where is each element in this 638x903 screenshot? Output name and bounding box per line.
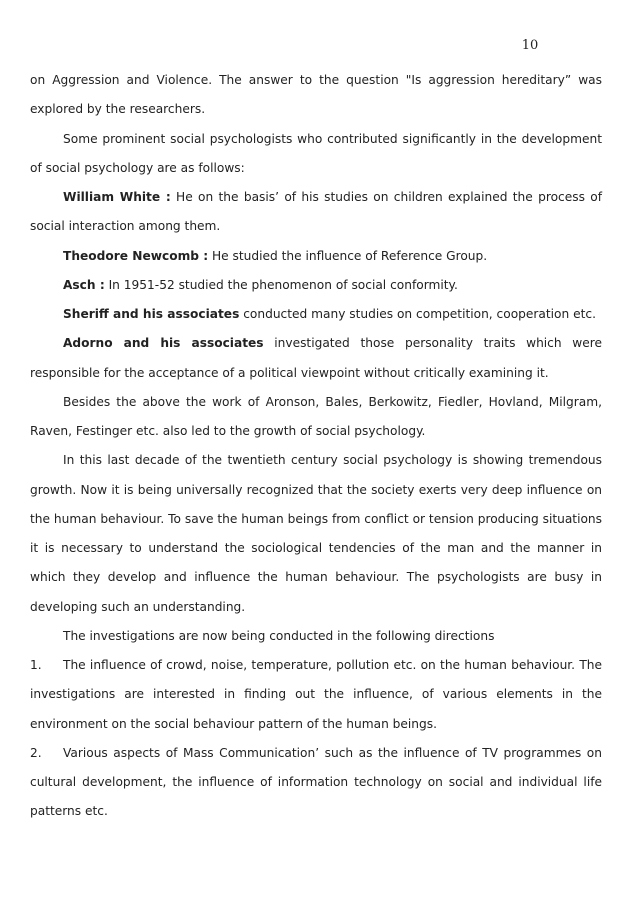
list-item-text: The influence of crowd, noise, temperature, pollution etc. on the human behaviour. The investigations are interested in finding out the influence, of various elements in the environment on the social behaviour pattern of the human beings.: [30, 658, 602, 731]
paragraph-growth: In this last decade of the twentieth century social psychology is showing tremendous growth. Now it is being universally recognized that the society exerts very deep influence on the human behaviour. To save the human beings from conflict or tension producing situations it is necessary to understand the sociological tendencies of the man and the manner in which they develop and influence the human behaviour. The psychologists are busy in developing such an understanding.: [30, 453, 602, 614]
paragraph-theodore-newcomb: [30, 242, 602, 271]
psychologist-contribution: He studied the influence of Reference Group.: [208, 248, 488, 263]
list-item-number: 1.: [30, 658, 42, 672]
psychologist-name: William White :: [63, 190, 171, 204]
paragraph-intro: Some prominent social psychologists who contributed significantly in the development of social psychology are as follows:: [30, 131, 602, 175]
list-item: [30, 651, 602, 739]
paragraph-continuation: on Aggression and Violence. The answer to the question "Is aggression hereditary” was explored by the researchers.: [30, 73, 602, 117]
psychologist-contribution: investigated those personality traits which were responsible for the acceptance of a political viewpoint without critically examining it.: [30, 336, 602, 380]
paragraph-asch: [30, 271, 602, 300]
paragraph-william-white: [30, 183, 602, 242]
psychologist-contribution: He on the basis’ of his studies on children explained the process of social interaction among them.: [30, 190, 602, 234]
paragraph-adorno: [30, 329, 602, 388]
paragraph-others: Besides the above the work of Aronson, Bales, Berkowitz, Fiedler, Hovland, Milgram, Raven, Festinger etc. also led to the growth of social psychology.: [30, 394, 602, 438]
psychologist-name: Sheriff and his associates: [63, 307, 240, 321]
paragraph-sheriff: [30, 300, 602, 329]
psychologist-contribution: conducted many studies on competition, cooperation etc.: [239, 307, 596, 321]
paragraph-directions: The investigations are now being conducted in the following directions: [63, 628, 495, 643]
page-number: 10: [521, 38, 539, 53]
psychologist-name: Asch :: [63, 277, 105, 292]
psychologist-contribution: In 1951-52 studied the phenomenon of social conformity.: [104, 277, 458, 292]
list-item-number: 2.: [30, 745, 42, 760]
body-text: [30, 66, 602, 827]
list-item: [30, 739, 602, 827]
list-item-text: Various aspects of Mass Communication’ such as the influence of TV programmes on cultural development, the influence of information technology on social and individual life patterns etc.: [30, 745, 602, 819]
psychologist-name: Adorno and his associates: [63, 336, 264, 351]
psychologist-name: Theodore Newcomb :: [63, 248, 209, 263]
